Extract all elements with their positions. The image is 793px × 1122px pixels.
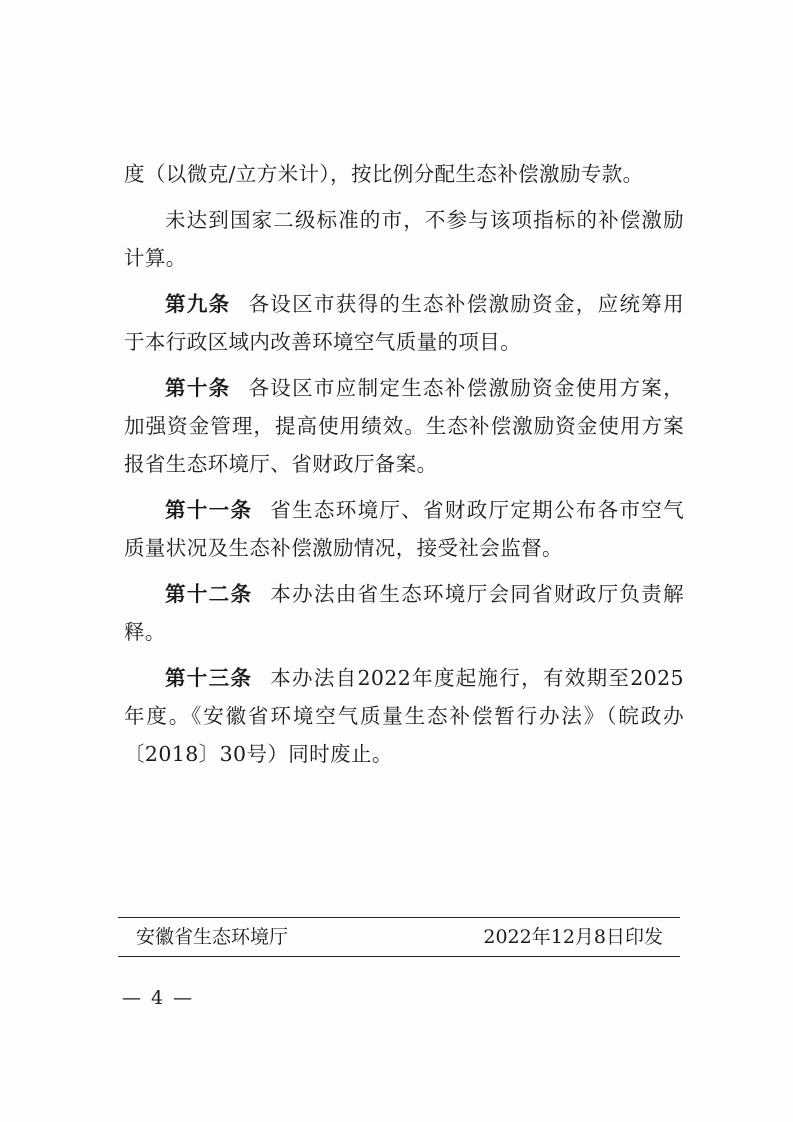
article-10-heading: 第十条 [165, 376, 231, 400]
body-text [124, 155, 684, 781]
paragraph-article-12 [124, 575, 684, 651]
article-9-text: 各设区市获得的生态补偿激励资金，应统筹用于本行政区域内改善环境空气质量的项目。 [124, 292, 684, 354]
footer-bottom-rule [118, 956, 680, 957]
article-11-text: 省生态环境厅、省财政厅定期公布各市空气质量状况及生态补偿激励情况，接受社会监督。 [124, 498, 684, 560]
article-12-heading: 第十二条 [165, 582, 253, 606]
footer-top-rule [118, 917, 680, 918]
paragraph-article-13 [124, 659, 684, 773]
page-number: — 4 — [122, 987, 195, 1009]
article-11-heading: 第十一条 [165, 498, 253, 522]
footer-issuer: 安徽省生态环境厅 [136, 926, 289, 948]
article-9-heading: 第九条 [165, 292, 231, 316]
footer-issue-date: 2022年12月8日印发 [483, 926, 663, 948]
article-10-text: 各设区市应制定生态补偿激励资金使用方案，加强资金管理，提高使用绩效。生态补偿激励资金使用方案报省生态环境厅、省财政厅备案。 [124, 376, 684, 476]
article-13-heading: 第十三条 [165, 666, 253, 690]
paragraph-article-9 [124, 285, 684, 361]
article-13-text: 本办法自2022年度起施行，有效期至2025年度。《安徽省环境空气质量生态补偿暂行办法》（皖政办〔2018〕30号）同时废止。 [124, 666, 684, 766]
paragraph-article-11 [124, 491, 684, 567]
paragraph-continuation: 度（以微克/立方米计），按比例分配生态补偿激励专款。 [124, 162, 644, 186]
paragraph-standard-note: 未达到国家二级标准的市，不参与该项指标的补偿激励计算。 [124, 208, 684, 270]
paragraph-article-10 [124, 369, 684, 483]
article-12-text: 本办法由省生态环境厅会同省财政厅负责解释。 [124, 582, 684, 644]
